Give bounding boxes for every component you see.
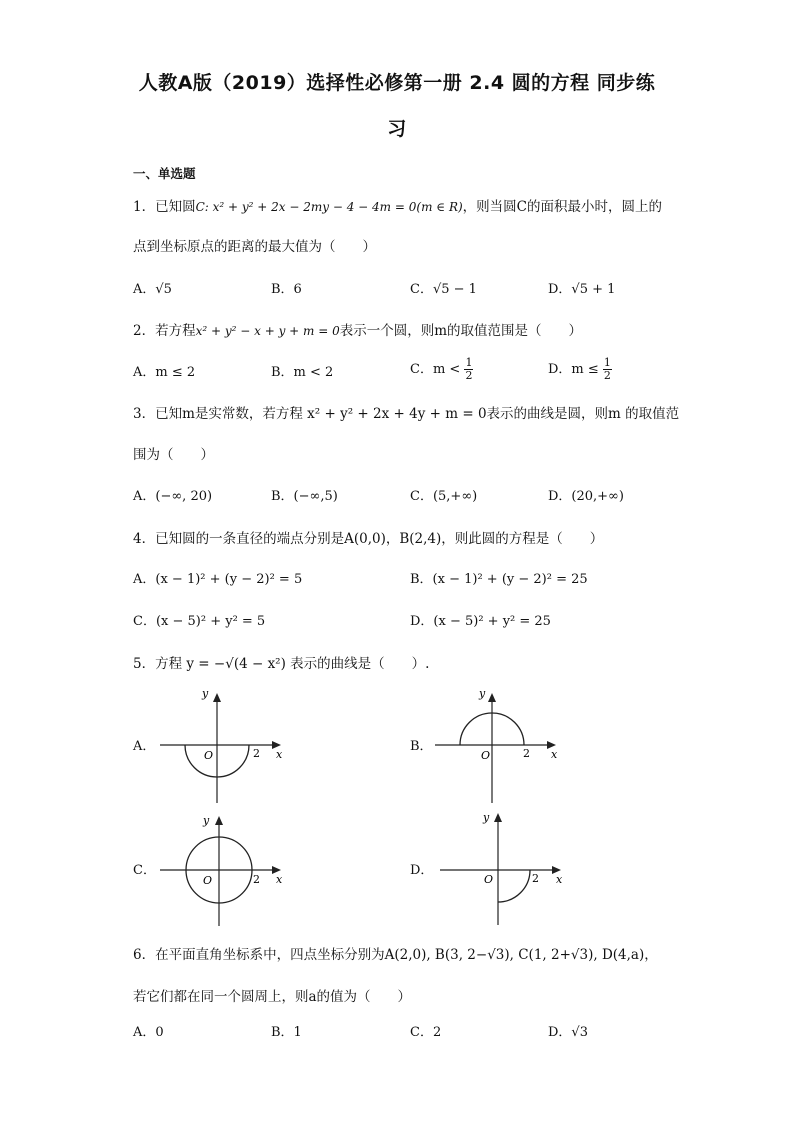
q2-post: 表示一个圆，则m的取值范围是（ ） bbox=[339, 323, 583, 339]
fraction-numerator: 1 bbox=[603, 356, 611, 369]
y-label: y bbox=[202, 687, 209, 700]
q2-pre: 若方程 bbox=[155, 323, 196, 339]
q2-option-c-fraction bbox=[464, 357, 473, 382]
x-label: x bbox=[556, 873, 563, 886]
q1-option-d[interactable]: D．√5 + 1 bbox=[548, 282, 616, 297]
q5-number: 5． bbox=[133, 656, 156, 672]
question-1-line-2: 点到坐标原点的距离的最大值为（ ） bbox=[133, 239, 376, 255]
q4-option-a[interactable]: A．(x − 1)² + (y − 2)² = 5 bbox=[133, 572, 303, 587]
q4-number: 4． bbox=[133, 531, 156, 547]
question-2-line-1 bbox=[133, 322, 582, 340]
x-label: x bbox=[276, 873, 283, 886]
q3-option-b[interactable]: B．(−∞,5) bbox=[271, 489, 338, 504]
origin-label: O bbox=[484, 873, 494, 886]
q2-option-b[interactable]: B．m < 2 bbox=[271, 365, 334, 380]
fraction-denominator: 2 bbox=[465, 369, 473, 382]
origin-label: O bbox=[203, 874, 213, 887]
section-heading: 一、单选题 bbox=[133, 166, 196, 181]
q1-pre: 已知圆 bbox=[155, 199, 196, 215]
question-6-line-1 bbox=[133, 946, 658, 964]
q2-option-c-text: C．m < bbox=[410, 362, 461, 377]
y-axis-arrow bbox=[213, 693, 221, 702]
q4-option-c[interactable]: C．(x − 5)² + y² = 5 bbox=[133, 614, 266, 629]
q5-graph-d bbox=[435, 805, 575, 930]
q3-option-c[interactable]: C．(5,+∞) bbox=[410, 489, 478, 504]
tick-label-2: 2 bbox=[523, 747, 530, 760]
question-5-line-1 bbox=[133, 655, 429, 673]
q5-option-d[interactable]: D． bbox=[410, 863, 434, 878]
q4-option-d[interactable]: D．(x − 5)² + y² = 25 bbox=[410, 614, 551, 629]
y-axis-arrow bbox=[494, 813, 502, 822]
q5-graph-c bbox=[155, 808, 295, 933]
q2-option-d-fraction bbox=[603, 357, 612, 382]
question-6-line-2: 若它们都在同一个圆周上，则a的值为（ ） bbox=[133, 989, 412, 1005]
q6-option-a[interactable]: A．0 bbox=[133, 1025, 164, 1040]
y-axis-arrow bbox=[488, 693, 496, 702]
q5-graph-a bbox=[155, 685, 295, 810]
page-title-continued: 习 bbox=[387, 118, 407, 140]
question-1-line-1 bbox=[133, 198, 662, 216]
q2-option-c[interactable] bbox=[410, 357, 473, 382]
q2-option-d[interactable] bbox=[548, 357, 612, 382]
origin-label: O bbox=[481, 749, 491, 762]
q6-option-d[interactable]: D．√3 bbox=[548, 1025, 588, 1040]
q2-option-d-text: D．m ≤ bbox=[548, 362, 599, 377]
q5-text: 方程 y = −√(4 − x²) 表示的曲线是（ ）. bbox=[155, 656, 430, 672]
q2-number: 2． bbox=[133, 323, 156, 339]
q1-post: ，则当圆C的面积最小时，圆上的 bbox=[462, 199, 663, 215]
q3-text: 已知m是实常数，若方程 x² + y² + 2x + 4y + m = 0表示的曲线是圆，则m 的取值范 bbox=[155, 406, 680, 422]
x-label: x bbox=[551, 748, 558, 761]
q3-option-a[interactable]: A．(−∞, 20) bbox=[133, 489, 213, 504]
q4-text: 已知圆的一条直径的端点分别是A(0,0)，B(2,4)，则此圆的方程是（ ） bbox=[155, 531, 604, 547]
q1-option-c[interactable]: C．√5 − 1 bbox=[410, 282, 477, 297]
q5-option-a[interactable]: A． bbox=[133, 739, 156, 754]
q6-text: 在平面直角坐标系中，四点坐标分别为A(2,0), B(3, 2−√3), C(1, 2+√3), D(4,a)， bbox=[155, 947, 658, 963]
q3-number: 3． bbox=[133, 406, 156, 422]
y-axis-arrow bbox=[215, 816, 223, 825]
tick-label-2: 2 bbox=[532, 872, 539, 885]
question-3-line-1 bbox=[133, 405, 679, 423]
q2-formula: x² + y² − x + y + m = 0 bbox=[195, 324, 340, 338]
quarter-circle bbox=[498, 870, 530, 902]
tick-label-2: 2 bbox=[253, 873, 260, 886]
q5-graph-b bbox=[430, 685, 570, 810]
q5-option-c[interactable]: C． bbox=[133, 863, 156, 878]
q2-option-a[interactable]: A．m ≤ 2 bbox=[133, 365, 196, 380]
y-label: y bbox=[483, 811, 490, 824]
y-label: y bbox=[479, 687, 486, 700]
q3-option-d[interactable]: D．(20,+∞) bbox=[548, 489, 624, 504]
q6-option-b[interactable]: B．1 bbox=[271, 1025, 302, 1040]
question-4-line-1 bbox=[133, 530, 603, 548]
fraction-numerator: 1 bbox=[465, 356, 473, 369]
y-label: y bbox=[203, 814, 210, 827]
q5-option-b[interactable]: B． bbox=[410, 739, 433, 754]
q6-number: 6． bbox=[133, 947, 156, 963]
q4-option-b[interactable]: B．(x − 1)² + (y − 2)² = 25 bbox=[410, 572, 588, 587]
q1-option-a[interactable]: A．√5 bbox=[133, 282, 172, 297]
page-title: 人教A版（2019）选择性必修第一册 2.4 圆的方程 同步练 bbox=[138, 72, 656, 94]
q1-number: 1． bbox=[133, 199, 156, 215]
fraction-denominator: 2 bbox=[603, 369, 611, 382]
question-3-line-2: 围为（ ） bbox=[133, 447, 214, 463]
origin-label: O bbox=[204, 749, 214, 762]
q6-option-c[interactable]: C．2 bbox=[410, 1025, 442, 1040]
x-label: x bbox=[276, 748, 283, 761]
q1-formula: C: x² + y² + 2x − 2my − 4 − 4m = 0(m ∈ R) bbox=[195, 200, 463, 214]
q1-option-b[interactable]: B．6 bbox=[271, 282, 302, 297]
tick-label-2: 2 bbox=[253, 747, 260, 760]
